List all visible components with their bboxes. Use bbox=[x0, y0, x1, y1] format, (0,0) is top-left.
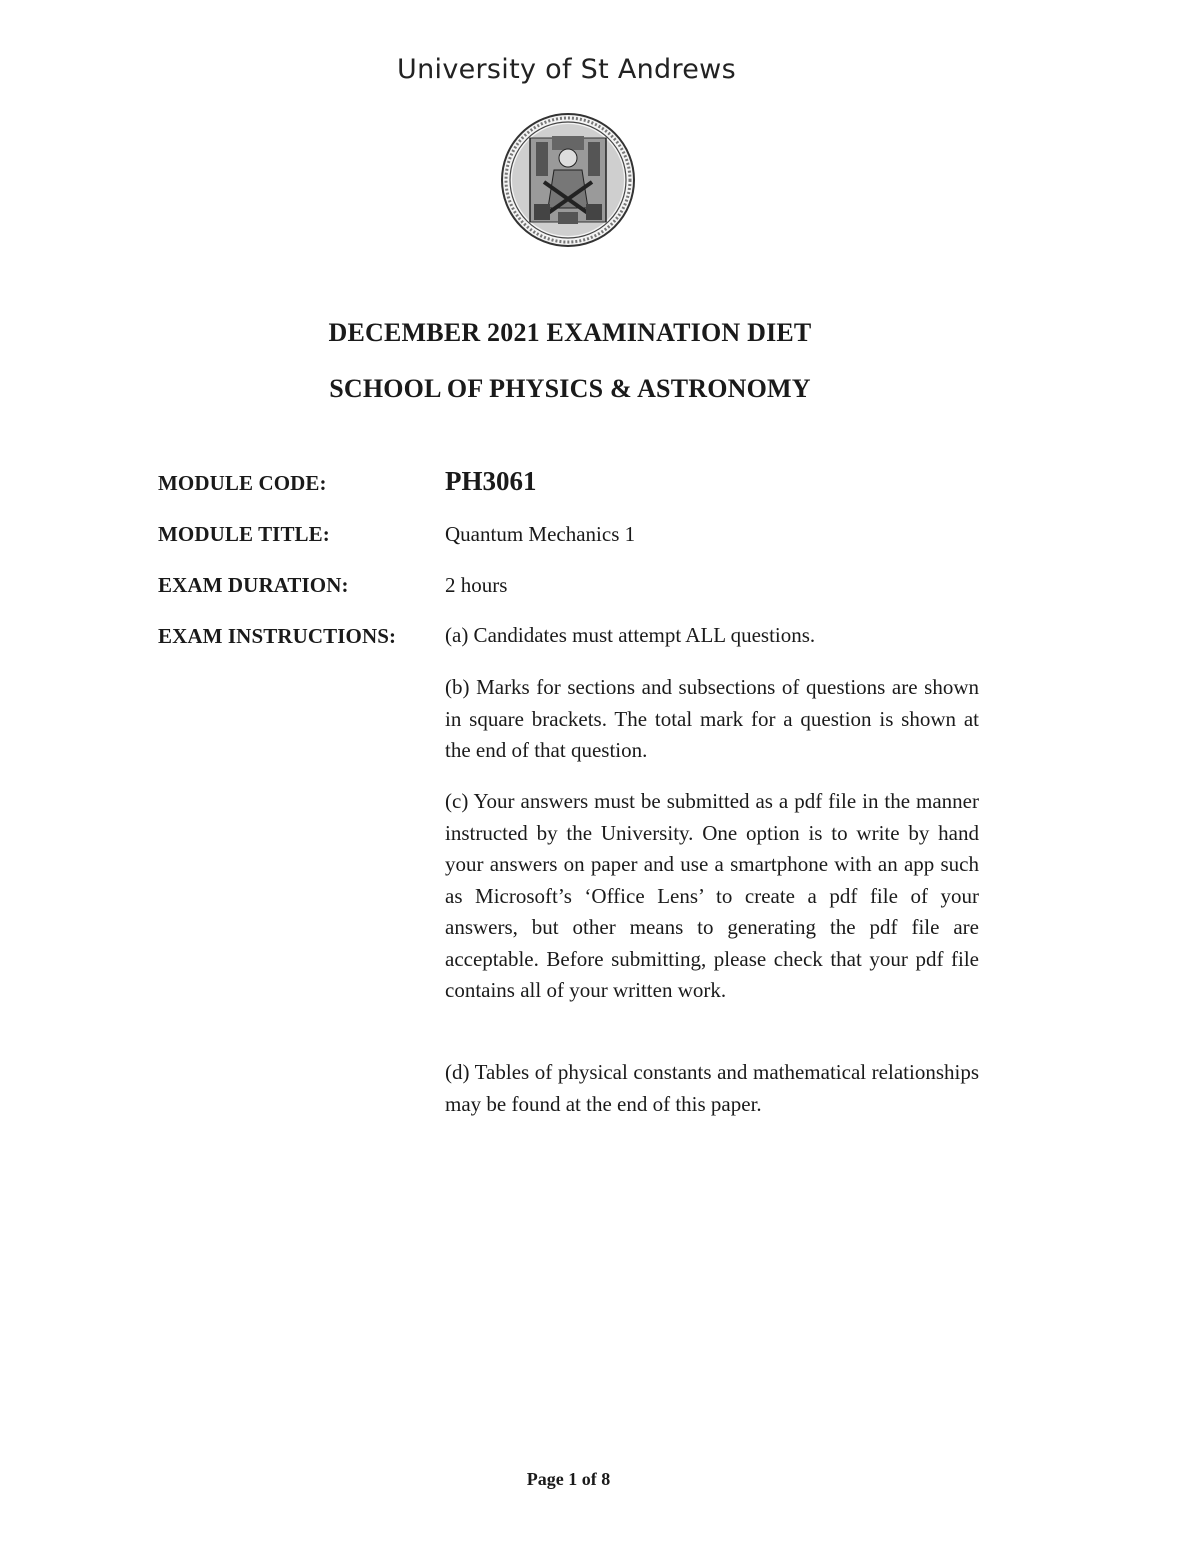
module-code-label: MODULE CODE: bbox=[158, 471, 327, 495]
module-code-value: PH3061 bbox=[445, 466, 537, 496]
instruction-c: (c) Your answers must be submitted as a pdf file in the manner instructed by the University. One option is to write by hand your answers on paper and use a smartphone with an app such as Microsoft’s ‘Office Lens’ to create a pdf file of your answers, but other means to generating the pdf file are acceptable. Before submitting, please check that your pdf file contains all of your written work. bbox=[445, 789, 979, 1002]
exam-instructions-label: EXAM INSTRUCTIONS: bbox=[158, 624, 397, 648]
page-number: Page 1 of 8 bbox=[526, 1469, 611, 1489]
module-title-label: MODULE TITLE: bbox=[158, 522, 330, 546]
instruction-b: (b) Marks for sections and subsections of questions are shown in square brackets. The total mark for a question is shown at the end of that question. bbox=[445, 675, 979, 762]
instruction-a: (a) Candidates must attempt ALL questions. bbox=[445, 623, 816, 647]
exam-duration-label: EXAM DURATION: bbox=[158, 573, 349, 597]
university-seal-icon bbox=[500, 112, 636, 248]
school-title: SCHOOL OF PHYSICS & ASTRONOMY bbox=[329, 374, 811, 403]
instruction-d: (d) Tables of physical constants and mathematical relationships may be found at the end of this paper. bbox=[445, 1060, 979, 1116]
exam-duration-value: 2 hours bbox=[445, 573, 508, 597]
diet-title: DECEMBER 2021 EXAMINATION DIET bbox=[328, 318, 812, 347]
module-title-value: Quantum Mechanics 1 bbox=[445, 522, 636, 546]
university-name: University of St Andrews bbox=[397, 54, 736, 85]
